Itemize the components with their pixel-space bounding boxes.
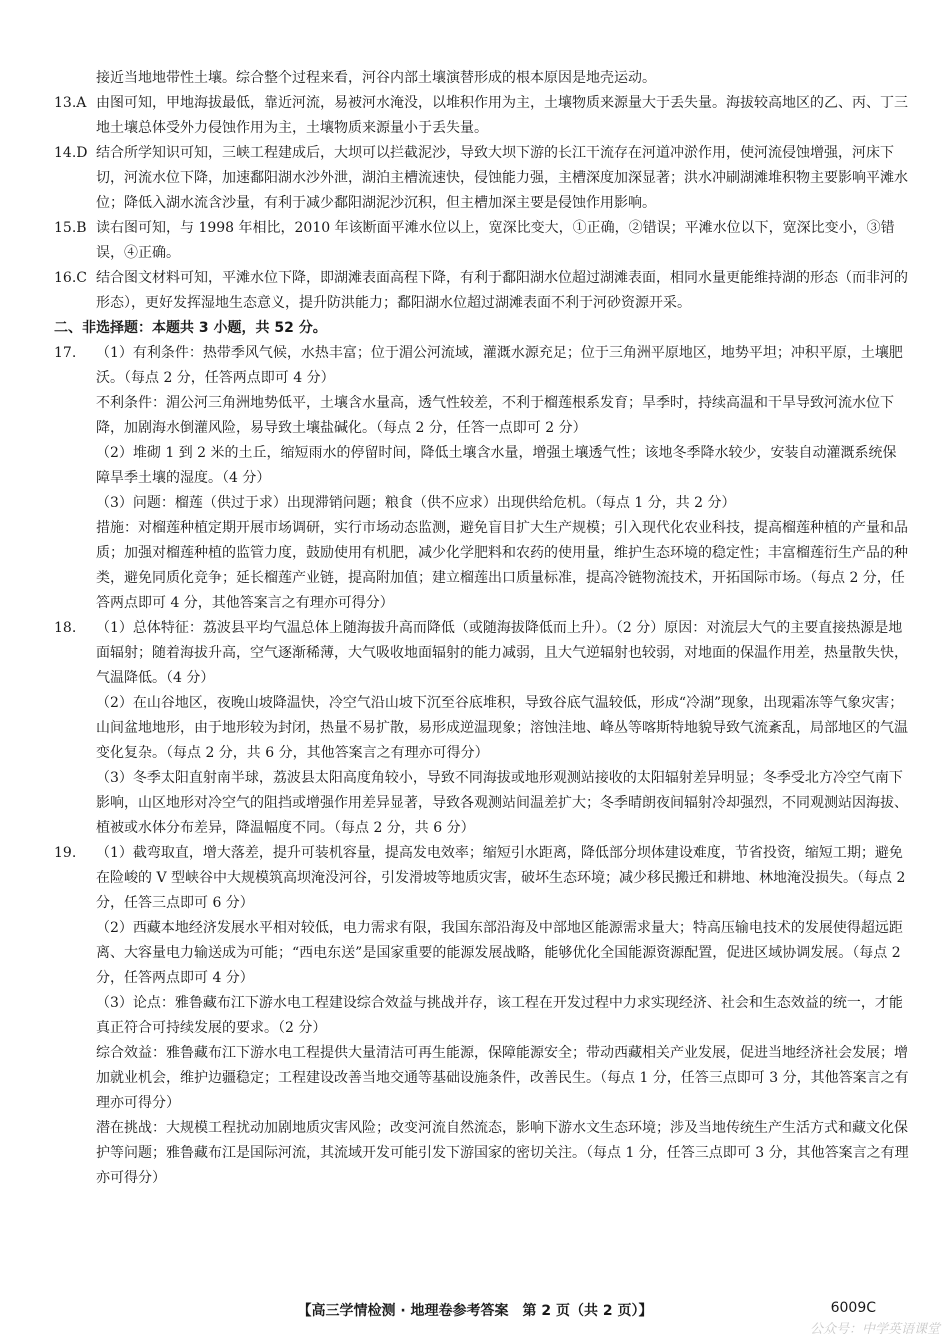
- question-number: 18.: [54, 620, 77, 636]
- question-15: [54, 216, 910, 266]
- answer-text: 由图可知，甲地海拔最低，靠近河流，易被河水淹没，以堆积作用为主，土壤物质来源量大于丢失量。海拔较高地区的乙、丙、丁三地土壤总体受外力侵蚀作用为主，土壤物质来源量小于丢失量。: [96, 95, 908, 136]
- question-16: [54, 266, 910, 316]
- answer-part: （2）堆砌 1 到 2 米的土丘，缩短雨水的停留时间，降低土壤含水量，增强土壤透气性；该地冬季降水较少，安装自动灌溉系统保障旱季土壤的湿度。（4 分）: [96, 445, 897, 486]
- question-14: [54, 141, 910, 216]
- answer-text: 结合图文材料可知，平滩水位下降，即湖滩表面高程下降，有利于鄱阳湖水位超过湖滩表面，相同水量更能维持湖的形态（而非河的形态），更好发挥湿地生态意义，提升防洪能力；鄱阳湖水位超过湖滩表面不利于河砂资源开采。: [96, 270, 908, 311]
- question-number: 17.: [54, 345, 77, 361]
- paper-code: 6009C: [830, 1300, 876, 1316]
- section-heading: 二、非选择题：本题共 3 小题，共 52 分。: [54, 320, 327, 336]
- answer-part: （3）冬季太阳直射南半球，荔波县太阳高度角较小，导致不同海拔或地形观测站接收的太阳辐射差异明显；冬季受北方冷空气南下影响，山区地形对冷空气的阻挡或增强作用差异显著，导致各观测站间温差扩大；冬季晴朗夜间辐射冷却强烈，不同观测站因海拔、植被或水体分布差异，降温幅度不同。（每点 2 分，共 6 分）: [96, 770, 908, 836]
- answer-part: （2）在山谷地区，夜晚山坡降温快，冷空气沿山坡下沉至谷底堆积，导致谷底气温较低，形成“冷湖”现象，出现霜冻等气象灾害；山间盆地地形，由于地形较为封闭，热量不易扩散，易形成逆温现象；溶蚀洼地、峰丛等喀斯特地貌导致气流紊乱，局部地区的气温变化复杂。（每点 2 分，共 6 分，其他答案言之有理亦可得分）: [96, 695, 908, 761]
- footer-title: 【高三学情检测 · 地理卷参考答案 第 2 页（共 2 页）】: [297, 1303, 653, 1319]
- question-number: 15.B: [54, 220, 87, 236]
- answer-text: 结合所学知识可知，三峡工程建成后，大坝可以拦截泥沙，导致大坝下游的长江干流存在河道冲淤作用，使河流侵蚀增强，河床下切，河流水位下降，加速鄱阳湖水沙外泄，湖泊主槽流速快，侵蚀能力强，主槽深度加深显著；洪水冲刷湖滩堆积物主要影响平滩水位；降低入湖水流含沙量，有利于减少鄱阳湖泥沙沉积，但主槽加深主要是侵蚀作用影响。: [96, 145, 908, 211]
- answer-part: （2）西藏本地经济发展水平相对较低，电力需求有限，我国东部沿海及中部地区能源需求量大；特高压输电技术的发展使得超远距离、大容量电力输送成为可能；“西电东送”是国家重要的能源发展战略，能够优化全国能源资源配置，促进区域协调发展。（每点 2 分，任答两点即可 4 分）: [96, 920, 903, 986]
- intro-paragraph: 接近当地地带性土壤。综合整个过程来看，河谷内部土壤演替形成的根本原因是地壳运动。: [96, 70, 656, 86]
- answer-part: 措施：对榴莲种植定期开展市场调研，实行市场动态监测，避免盲目扩大生产规模；引入现代化农业科技，提高榴莲种植的产量和品质；加强对榴莲种植的监管力度，鼓励使用有机肥，减少化学肥料和农药的使用量，维护生态环境的稳定性；丰富榴莲衍生产品的种类，避免同质化竞争；延长榴莲产业链，提高附加值；建立榴莲出口质量标准，提高冷链物流技术，开拓国际市场。（每点 2 分，任答两点即可 4 分，其他答案言之有理亦可得分）: [96, 520, 908, 611]
- answer-document: [54, 66, 910, 1191]
- question-number: 19.: [54, 845, 77, 861]
- question-number: 14.D: [54, 145, 88, 161]
- answer-part: （3）论点：雅鲁藏布江下游水电工程建设综合效益与挑战并存，该工程在开发过程中力求实现经济、社会和生态效益的统一，才能真正符合可持续发展的要求。（2 分）: [96, 995, 903, 1036]
- question-18: [54, 616, 910, 841]
- question-number: 13.A: [54, 95, 87, 111]
- answer-part: 潜在挑战：大规模工程扰动加剧地质灾害风险；改变河流自然流态，影响下游水文生态环境；涉及当地传统生产生活方式和藏文化保护等问题；雅鲁藏布江是国际河流，其流域开发可能引发下游国家的密切关注。（每点 1 分，任答三点即可 3 分，其他答案言之有理亦可得分）: [96, 1120, 909, 1186]
- question-19: [54, 841, 910, 1191]
- watermark: 公众号：中学英语课堂: [809, 1322, 940, 1337]
- page-footer: [0, 1300, 950, 1322]
- question-17: [54, 341, 910, 616]
- question-13: [54, 91, 910, 141]
- answer-part: 不利条件：湄公河三角洲地势低平，土壤含水量高，透气性较差，不利于榴莲根系发育；旱季时，持续高温和干旱导致河流水位下降，加剧海水倒灌风险，易导致土壤盐碱化。（每点 2 分，任答一点即可 2 分）: [96, 395, 894, 436]
- answer-part: （1）有利条件：热带季风气候，水热丰富；位于湄公河流域，灌溉水源充足；位于三角洲平原地区，地势平坦；冲积平原，土壤肥沃。（每点 2 分，任答两点即可 4 分）: [96, 345, 903, 386]
- answer-part: （1）截弯取直，增大落差，提升可装机容量，提高发电效率；缩短引水距离，降低部分坝体建设难度，节省投资，缩短工期；避免在险峻的 V 型峡谷中大规模筑高坝淹没河谷，引发滑坡等地质灾害，破坏生态环境；减少移民搬迁和耕地、林地淹没损失。（每点 2 分，任答三点即可 6 分）: [96, 845, 906, 911]
- answer-text: 读右图可知，与 1998 年相比，2010 年该断面平滩水位以上，宽深比变大，①正确，②错误；平滩水位以下，宽深比变小，③错误，④正确。: [96, 220, 895, 261]
- answer-part: （3）问题：榴莲（供过于求）出现滞销问题；粮食（供不应求）出现供给危机。（每点 1 分，共 2 分）: [96, 495, 736, 511]
- answer-part: （1）总体特征：荔波县平均气温总体上随海拔升高而降低（或随海拔降低而上升）。（2 分）原因：对流层大气的主要直接热源是地面辐射；随着海拔升高，空气逐渐稀薄，大气吸收地面辐射的能力减弱，且大气逆辐射也较弱，对地面的保温作用差，热量散失快，气温降低。（4 分）: [96, 620, 908, 686]
- question-number: 16.C: [54, 270, 87, 286]
- answer-part: 综合效益：雅鲁藏布江下游水电工程提供大量清洁可再生能源，保障能源安全；带动西藏相关产业发展，促进当地经济社会发展；增加就业机会，维护边疆稳定；工程建设改善当地交通等基础设施条件，改善民生。（每点 1 分，任答三点即可 3 分，其他答案言之有理亦可得分）: [96, 1045, 909, 1111]
